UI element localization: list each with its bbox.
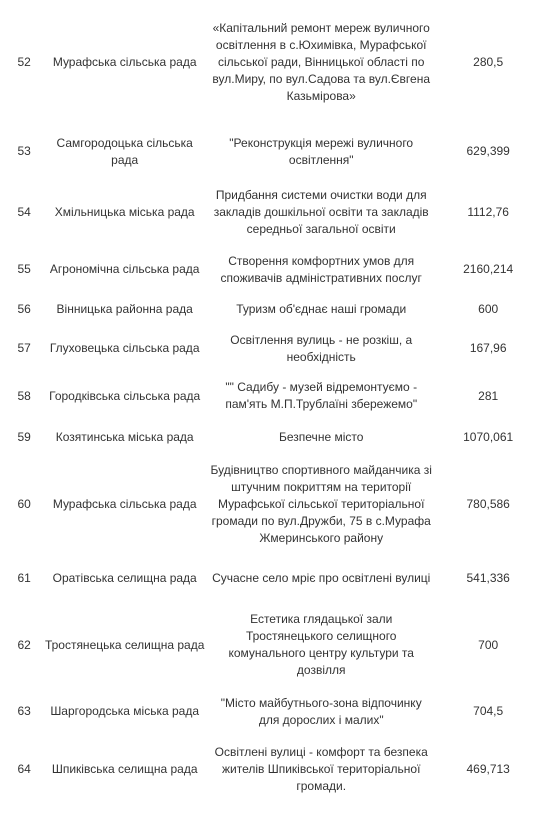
- project-title: Естетика глядацької зали Тростянецького селищного комунального центру культури та дозвілля: [228, 612, 414, 677]
- row-number: 57: [17, 341, 31, 355]
- table-row: [0, 179, 541, 245]
- amount: 600: [478, 301, 499, 316]
- table-row: [0, 373, 541, 419]
- row-number: 64: [17, 761, 31, 776]
- project-title: «Капітальний ремонт мереж вуличного освітлення в с.Юхимівка, Мурафської сільської ради, Вінницької області по вул.Миру, по вул.Садова та вул.Євгена Казьмірова»: [212, 20, 431, 103]
- row-number: 52: [17, 54, 31, 69]
- table-row: [0, 737, 541, 801]
- council-name: Мурафська сільська рада: [52, 54, 197, 69]
- project-title: Освітлення вулиць - не розкіш, а необхідність: [230, 332, 413, 364]
- amount: 704,5: [473, 704, 504, 718]
- project-title: Туризм об'єднає наші громади: [236, 301, 407, 316]
- project-title: Сучасне село мріє про освітлені вулиці: [212, 571, 431, 585]
- amount: 1070,061: [463, 429, 514, 444]
- project-title: Освітлені вулиці - комфорт та безпека жителів Шпиківської територіальної громади.: [214, 744, 428, 793]
- row-number: 62: [17, 637, 31, 652]
- row-number: 54: [17, 204, 31, 219]
- council-name: Глуховецька сільська рада: [49, 341, 200, 355]
- council-name: Козятинська міська рада: [55, 429, 194, 444]
- project-title: "" Садибу - музей відремонтуємо - пам'ять М.П.Трублаїні збережемо": [225, 380, 418, 411]
- row-number: 58: [17, 388, 31, 403]
- table-row: [0, 245, 541, 294]
- council-name: Городківська сільська рада: [49, 388, 201, 403]
- council-name: Шаргородська міська рада: [50, 704, 200, 718]
- row-number: 61: [17, 571, 31, 585]
- amount: 780,586: [466, 496, 510, 511]
- row-number: 56: [17, 301, 31, 316]
- amount: 2160,214: [463, 262, 514, 276]
- amount: 281: [478, 388, 499, 403]
- table-row: [0, 419, 541, 455]
- table-row: [0, 455, 541, 553]
- council-name: Хмільницька міська рада: [54, 204, 195, 219]
- row-number: 63: [17, 704, 31, 718]
- row-number: 59: [17, 429, 31, 444]
- table-row: [0, 604, 541, 686]
- project-title: Безпечне місто: [279, 429, 364, 444]
- council-name: Шпиківська селищна рада: [51, 761, 198, 776]
- amount: 469,713: [466, 761, 510, 776]
- amount: 1112,76: [467, 204, 509, 219]
- project-title: Придбання системи очистки води для закладів дошкільної освіти та закладів середньої загальної освіти: [213, 187, 429, 236]
- council-name: Самгородоцька сільська рада: [56, 135, 193, 167]
- table-row: [0, 686, 541, 737]
- project-title: Створення комфортних умов для споживачів адміністративних послуг: [220, 253, 422, 285]
- row-number: 55: [17, 262, 31, 276]
- project-title: Будівництво спортивного майданчика зі штучним покриттям на території Мурафської сільської територіальної громади по вул.Дружби, 75 в с.Мурафа Жмеринського району: [210, 462, 432, 545]
- amount: 700: [478, 637, 499, 652]
- project-title: "Місто майбутнього-зона відпочинку для дорослих і малих": [220, 695, 422, 727]
- table-row: [0, 124, 541, 179]
- council-name: Агрономічна сільська рада: [49, 262, 200, 276]
- council-name: Мурафська сільська рада: [52, 496, 197, 511]
- council-name: Оратівська селищна рада: [52, 571, 197, 585]
- row-number: 60: [17, 496, 31, 511]
- table-row: [0, 294, 541, 324]
- council-name: Тростянецька селищна рада: [44, 637, 205, 652]
- project-title: "Реконструкція мережі вуличного освітлення": [229, 135, 414, 167]
- amount: 167,96: [469, 341, 507, 355]
- amount: 541,336: [466, 571, 510, 585]
- table-row: [0, 0, 541, 124]
- table-row: [0, 324, 541, 373]
- table-row: [0, 553, 541, 604]
- amount: 629,399: [466, 144, 510, 158]
- council-name: Вінницька районна рада: [56, 301, 193, 316]
- row-number: 53: [17, 144, 31, 158]
- amount: 280,5: [473, 54, 504, 69]
